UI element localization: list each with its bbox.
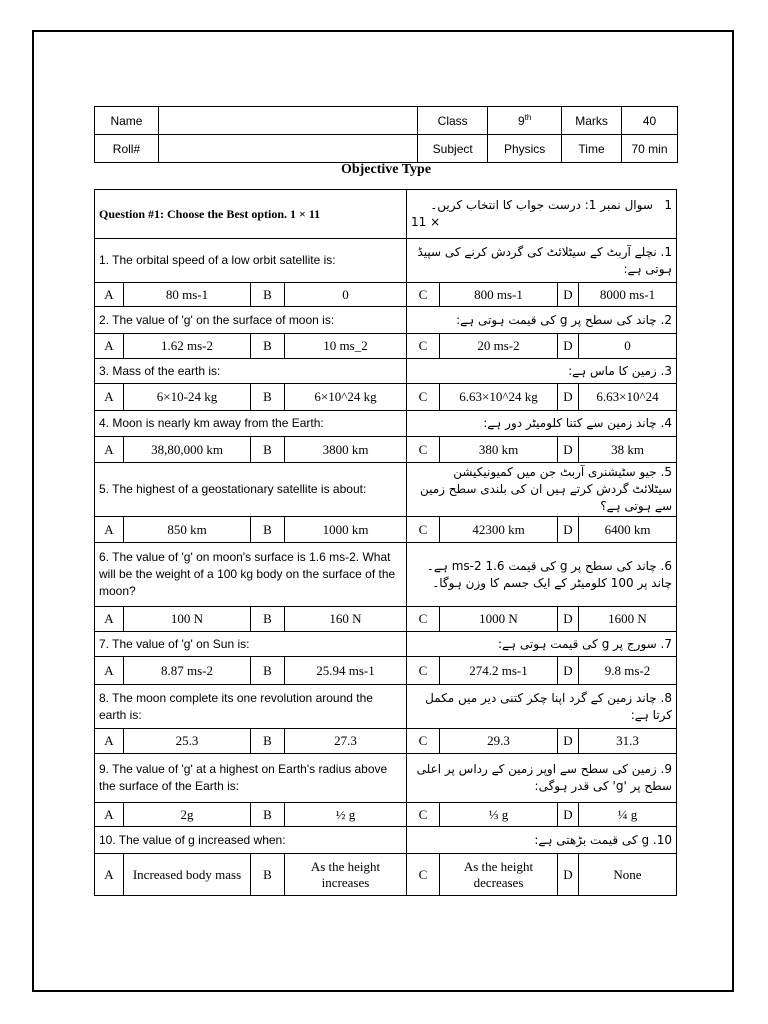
option-label-a: A	[95, 283, 124, 307]
options-row	[95, 517, 677, 543]
option-label-d: D	[558, 384, 579, 411]
question-text-urdu: 2. چاند کی سطح پر g کی قیمت ہوتی ہے:	[407, 307, 677, 334]
option-a[interactable]: 80 ms-1	[124, 283, 251, 307]
question1-heading: Question #1: Choose the Best option. 1 × 11	[95, 190, 407, 239]
option-d[interactable]: 8000 ms-1	[579, 283, 677, 307]
roll-field[interactable]	[158, 135, 417, 163]
option-a[interactable]: 25.3	[124, 729, 251, 754]
option-label-a: A	[95, 437, 124, 463]
option-b[interactable]: 10 ms_2	[285, 334, 407, 359]
option-c[interactable]: 42300 km	[440, 517, 558, 543]
option-c[interactable]: 274.2 ms-1	[440, 657, 558, 685]
option-label-c: C	[407, 729, 440, 754]
option-d[interactable]: 38 km	[579, 437, 677, 463]
options-row	[95, 803, 677, 827]
option-d[interactable]: ¼ g	[579, 803, 677, 827]
option-c[interactable]: 1000 N	[440, 607, 558, 632]
class-value	[488, 107, 562, 135]
question-text: 8. The moon complete its one revolution around the earth is:	[95, 685, 407, 729]
options-row	[95, 384, 677, 411]
question1-multiplier-urdu: 11 ×	[411, 215, 441, 229]
option-a[interactable]: Increased body mass	[124, 854, 251, 896]
option-label-d: D	[558, 729, 579, 754]
question-row	[95, 307, 677, 334]
option-label-b: B	[251, 607, 285, 632]
subject-value: Physics	[488, 135, 562, 163]
question-text: 6. The value of 'g' on moon's surface is 1.6 ms-2. What will be the weight of a 100 kg body on the surface of the moon?	[95, 543, 407, 607]
option-c[interactable]: 6.63×10^24 kg	[440, 384, 558, 411]
option-label-d: D	[558, 607, 579, 632]
options-row	[95, 607, 677, 632]
question-row	[95, 411, 677, 437]
question-row	[95, 359, 677, 384]
option-label-a: A	[95, 607, 124, 632]
option-c[interactable]: As the height decreases	[440, 854, 558, 896]
options-row	[95, 283, 677, 307]
option-label-b: B	[251, 729, 285, 754]
option-a[interactable]: 6×10-24 kg	[124, 384, 251, 411]
option-d[interactable]: 9.8 ms-2	[579, 657, 677, 685]
option-label-d: D	[558, 334, 579, 359]
question-text-urdu: 4. چاند زمین سے کتنا کلومیٹر دور ہے:	[407, 411, 677, 437]
question-text-urdu: 5. جیو سٹیشنری آربٹ جن میں کمیونیکیشن سیٹلائٹ گردش کرتے ہیں ان کی بلندی سطح زمین سے ہوتی ہے؟	[407, 463, 677, 517]
option-label-d: D	[558, 283, 579, 307]
option-label-b: B	[251, 437, 285, 463]
options-row	[95, 334, 677, 359]
question1-heading-urdu	[407, 190, 677, 239]
option-label-b: B	[251, 803, 285, 827]
option-d[interactable]: 6.63×10^24	[579, 384, 677, 411]
option-b[interactable]: 6×10^24 kg	[285, 384, 407, 411]
question-row	[95, 463, 677, 517]
question-row	[95, 632, 677, 657]
question-text: 5. The highest of a geostationary satellite is about:	[95, 463, 407, 517]
option-b[interactable]: As the height increases	[285, 854, 407, 896]
question-text-urdu: 9. زمین کی سطح سے اوپر زمین کے رداس پر اعلی سطح پر 'g' کی قدر ہوگی:	[407, 754, 677, 803]
roll-label: Roll#	[95, 135, 159, 163]
option-a[interactable]: 8.87 ms-2	[124, 657, 251, 685]
question-text-urdu: 1. نچلے آربٹ کے سیٹلائٹ کی گردش کرنے کی سپیڈ ہوتی ہے:	[407, 239, 677, 283]
option-c[interactable]: ⅓ g	[440, 803, 558, 827]
option-d[interactable]: 6400 km	[579, 517, 677, 543]
question-row	[95, 754, 677, 803]
question-text: 9. The value of 'g' at a highest on Earth's radius above the surface of the Earth is:	[95, 754, 407, 803]
option-c[interactable]: 29.3	[440, 729, 558, 754]
question-text: 1. The orbital speed of a low orbit satellite is:	[95, 239, 407, 283]
options-row	[95, 657, 677, 685]
option-label-a: A	[95, 729, 124, 754]
option-label-a: A	[95, 854, 124, 896]
option-d[interactable]: 0	[579, 334, 677, 359]
question-text-urdu: 6. چاند کی سطح پر g کی قیمت 1.6 ms-2 ہے۔ چاند پر 100 کلومیٹر کے ایک جسم کا وزن ہوگا۔	[407, 543, 677, 607]
marks-label: Marks	[562, 107, 622, 135]
class-number: 9	[517, 114, 525, 128]
section-title: Objective Type	[340, 162, 432, 177]
option-label-d: D	[558, 803, 579, 827]
name-label: Name	[95, 107, 159, 135]
question1-instruction-urdu: سوال نمبر 1: درست جواب کا انتخاب کریں۔	[430, 198, 653, 212]
option-label-a: A	[95, 657, 124, 685]
question-text-urdu: 3. زمین کا ماس ہے:	[407, 359, 677, 384]
option-label-b: B	[251, 517, 285, 543]
option-a[interactable]: 38,80,000 km	[124, 437, 251, 463]
option-label-c: C	[407, 657, 440, 685]
option-b[interactable]: 3800 km	[285, 437, 407, 463]
marks-value: 40	[622, 107, 678, 135]
option-a[interactable]: 850 km	[124, 517, 251, 543]
option-a[interactable]: 100 N	[124, 607, 251, 632]
question-text: 10. The value of g increased when:	[95, 827, 407, 854]
option-c[interactable]: 20 ms-2	[440, 334, 558, 359]
option-b[interactable]: 27.3	[285, 729, 407, 754]
question-row	[95, 685, 677, 729]
option-b[interactable]: 25.94 ms-1	[285, 657, 407, 685]
option-b[interactable]: 0	[285, 283, 407, 307]
question-text-urdu: 8. چاند زمین کے گرد اپنا چکر کتنی دیر میں مکمل کرتا ہے:	[407, 685, 677, 729]
option-a[interactable]: 1.62 ms-2	[124, 334, 251, 359]
option-b[interactable]: ½ g	[285, 803, 407, 827]
time-value: 70 min	[622, 135, 678, 163]
option-label-c: C	[407, 283, 440, 307]
question-text-urdu: 10. g کی قیمت بڑھتی ہے:	[407, 827, 677, 854]
options-row	[95, 854, 677, 896]
option-a[interactable]: 2g	[124, 803, 251, 827]
option-label-a: A	[95, 517, 124, 543]
question-text: 4. Moon is nearly km away from the Earth:	[95, 411, 407, 437]
option-label-d: D	[558, 657, 579, 685]
name-field[interactable]	[158, 107, 417, 135]
student-info-table	[94, 106, 678, 163]
option-c[interactable]: 380 km	[440, 437, 558, 463]
option-label-b: B	[251, 283, 285, 307]
option-label-b: B	[251, 334, 285, 359]
option-c[interactable]: 800 ms-1	[440, 283, 558, 307]
option-label-c: C	[407, 803, 440, 827]
option-label-d: D	[558, 437, 579, 463]
option-label-c: C	[407, 517, 440, 543]
objective-questions-table	[94, 189, 677, 896]
option-d[interactable]: 31.3	[579, 729, 677, 754]
subject-label: Subject	[418, 135, 488, 163]
question-text: 7. The value of 'g' on Sun is:	[95, 632, 407, 657]
time-label: Time	[562, 135, 622, 163]
question-row	[95, 827, 677, 854]
question-row	[95, 543, 677, 607]
option-label-d: D	[558, 854, 579, 896]
class-suffix: th	[524, 113, 532, 122]
option-label-a: A	[95, 803, 124, 827]
option-label-c: C	[407, 384, 440, 411]
question-text: 3. Mass of the earth is:	[95, 359, 407, 384]
option-label-a: A	[95, 334, 124, 359]
question-row	[95, 239, 677, 283]
option-label-c: C	[407, 334, 440, 359]
question1-marks-urdu: 1	[664, 198, 672, 212]
option-label-a: A	[95, 384, 124, 411]
option-label-b: B	[251, 384, 285, 411]
option-d[interactable]: None	[579, 854, 677, 896]
option-label-c: C	[407, 854, 440, 896]
option-label-c: C	[407, 437, 440, 463]
class-label: Class	[418, 107, 488, 135]
option-label-c: C	[407, 607, 440, 632]
option-d[interactable]: 1600 N	[579, 607, 677, 632]
options-row	[95, 729, 677, 754]
option-label-d: D	[558, 517, 579, 543]
question-text: 2. The value of 'g' on the surface of moon is:	[95, 307, 407, 334]
option-b[interactable]: 1000 km	[285, 517, 407, 543]
option-label-b: B	[251, 854, 285, 896]
options-row	[95, 437, 677, 463]
option-b[interactable]: 160 N	[285, 607, 407, 632]
question-text-urdu: 7. سورج پر g کی قیمت ہوتی ہے:	[407, 632, 677, 657]
option-label-b: B	[251, 657, 285, 685]
